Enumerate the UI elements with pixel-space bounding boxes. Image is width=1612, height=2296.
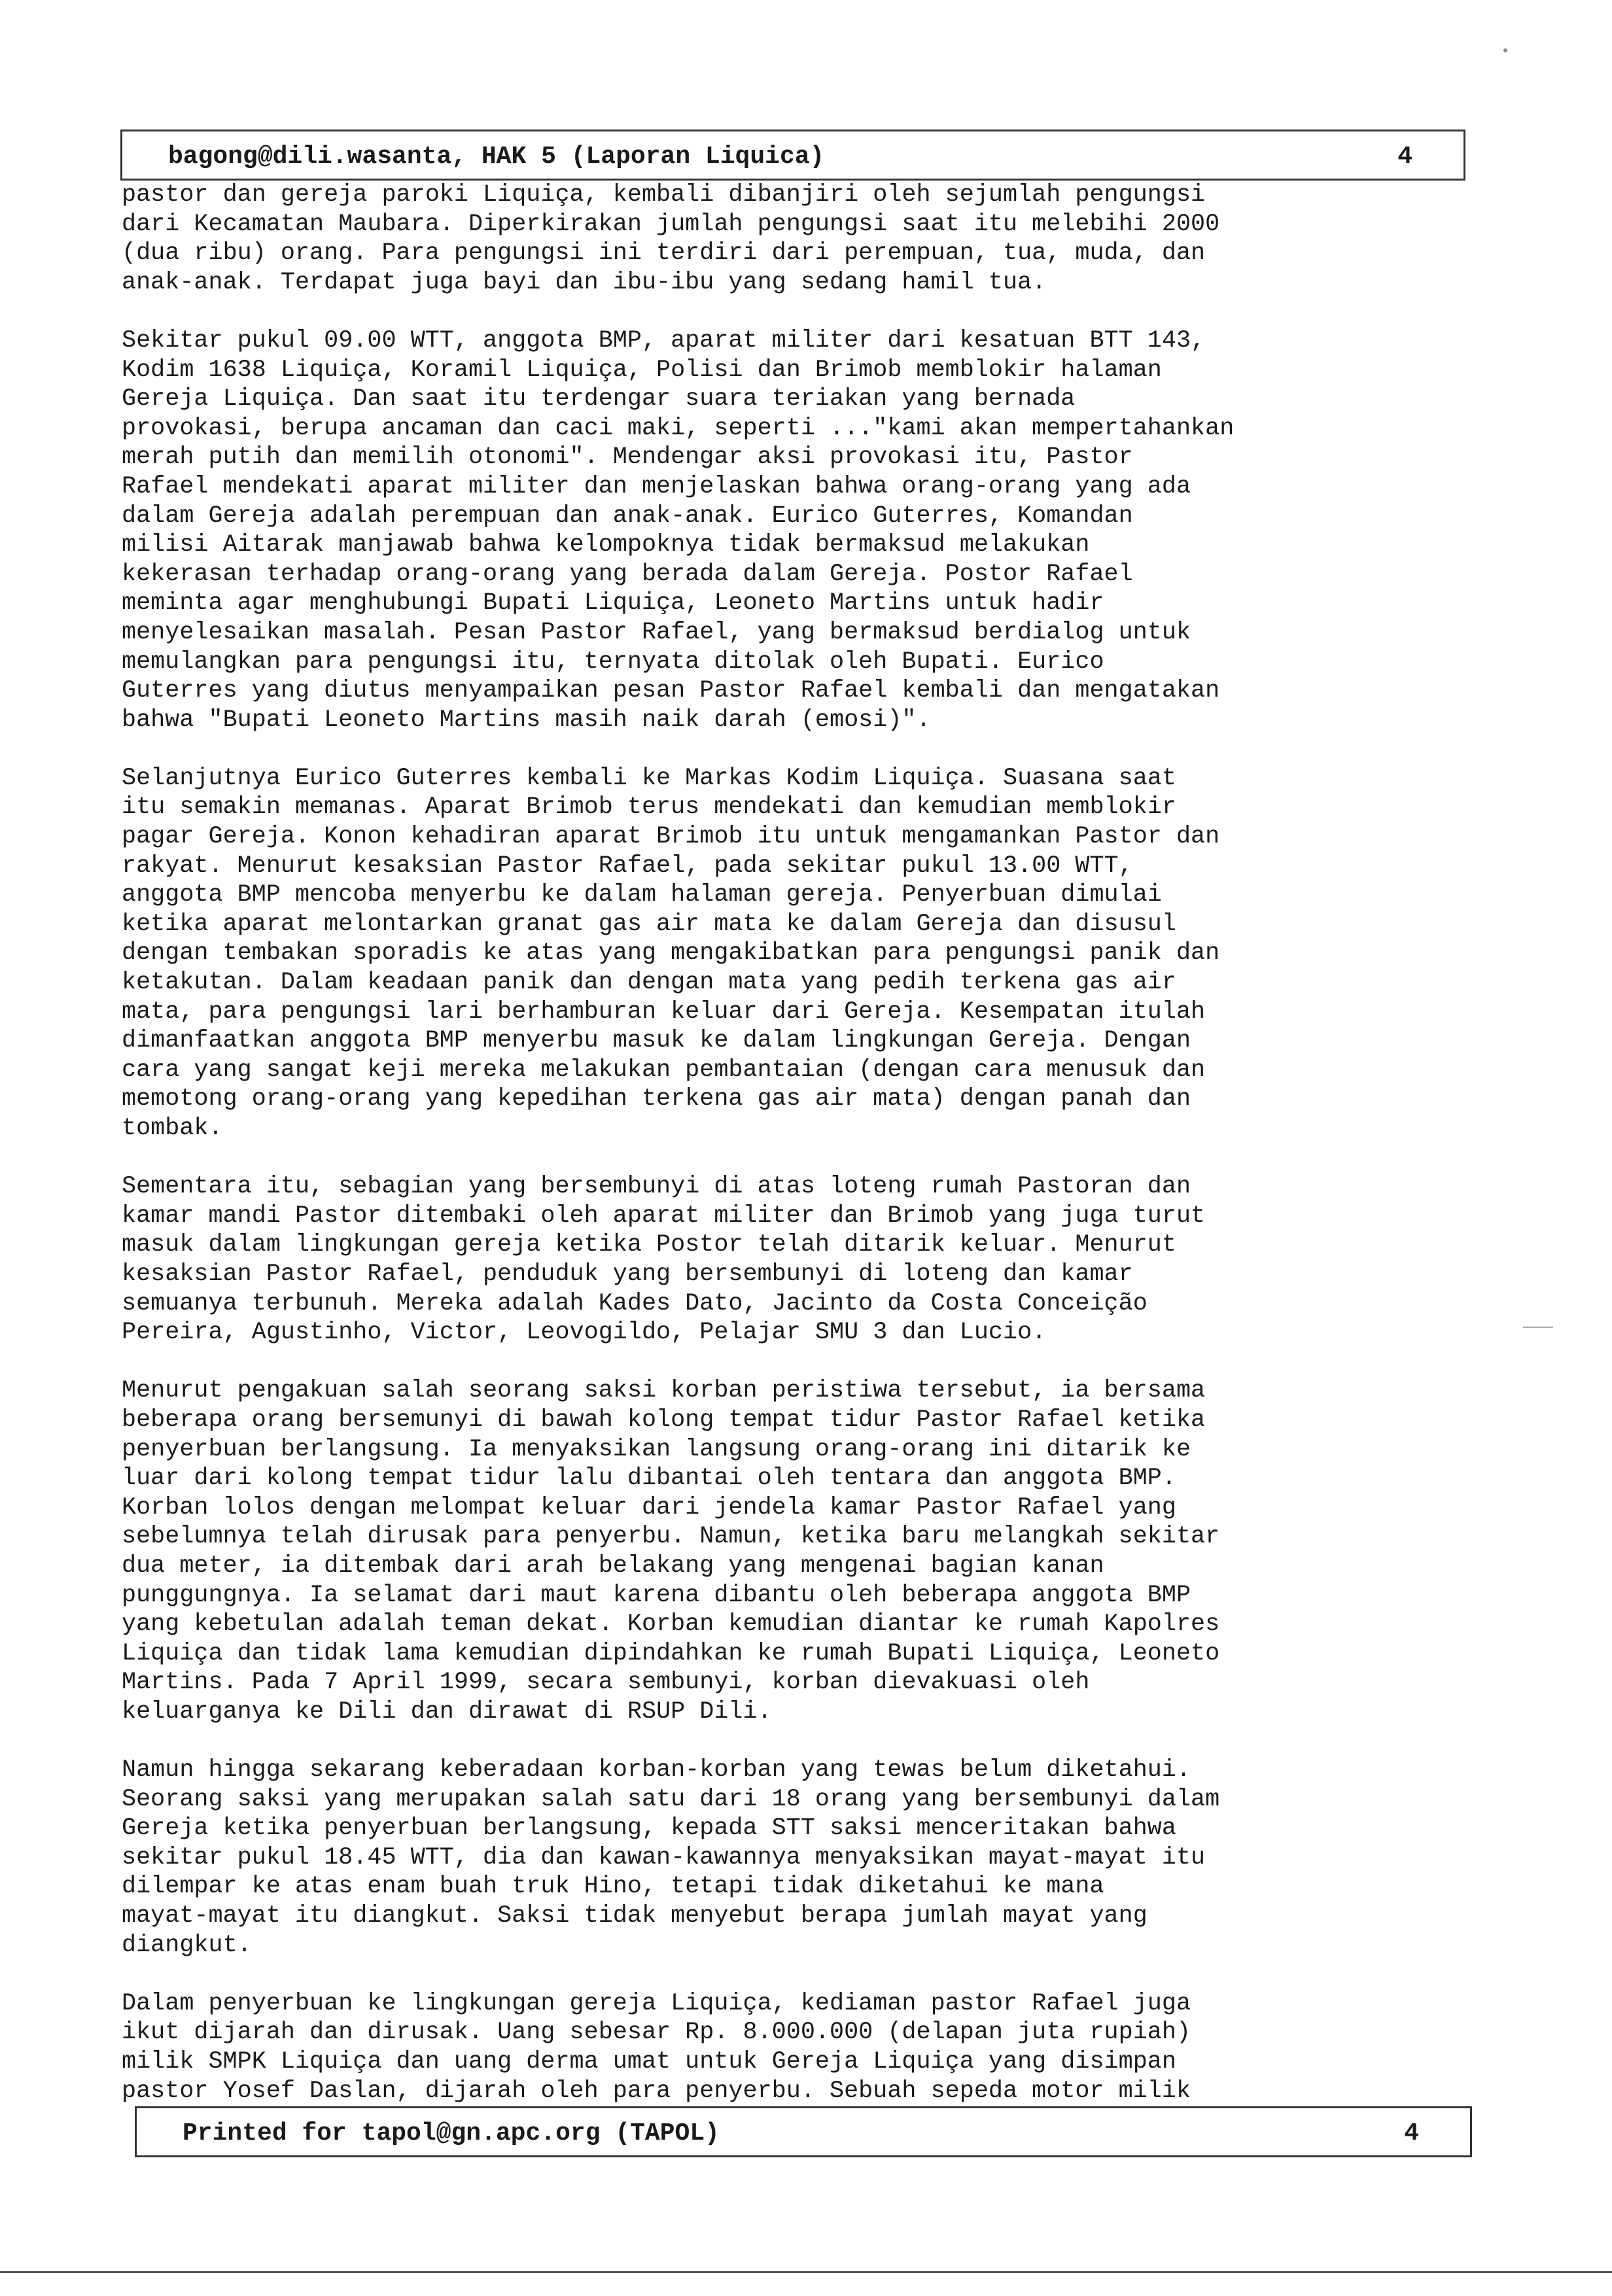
text-line: dalam Gereja adalah perempuan dan anak-anak. Eurico Guterres, Komandan bbox=[122, 502, 1133, 530]
text-line: Gereja Liquiça. Dan saat itu terdengar suara teriakan yang bernada bbox=[122, 385, 1076, 413]
bottom-rule bbox=[0, 2271, 1612, 2273]
text-line: rakyat. Menurut kesaksian Pastor Rafael, pada sekitar pukul 13.00 WTT, bbox=[122, 852, 1133, 880]
text-line: Seorang saksi yang merupakan salah satu dari 18 orang yang bersembunyi dalam bbox=[122, 1785, 1220, 1813]
text-line: merah putih dan memilih otonomi". Mendengar aksi provokasi itu, Pastor bbox=[122, 444, 1133, 472]
footer-page-number: 4 bbox=[1404, 2119, 1419, 2148]
text-line: beberapa orang bersemunyi di bawah kolong tempat tidur Pastor Rafael ketika bbox=[122, 1406, 1206, 1434]
text-line: kesaksian Pastor Rafael, penduduk yang bersembunyi di loteng dan kamar bbox=[122, 1260, 1133, 1288]
text-line: ikut dijarah dan dirusak. Uang sebesar Rp. 8.000.000 (delapan juta rupiah) bbox=[122, 2019, 1191, 2047]
paragraph bbox=[122, 326, 1430, 735]
text-line: Sekitar pukul 09.00 WTT, anggota BMP, aparat militer dari kesatuan BTT 143, bbox=[122, 326, 1206, 355]
text-line: pagar Gereja. Konon kehadiran aparat Brimob itu untuk mengamankan Pastor dan bbox=[122, 823, 1220, 851]
text-line: pastor dan gereja paroki Liquiça, kembali dibanjiri oleh sejumlah pengungsi bbox=[122, 181, 1206, 209]
page-footer bbox=[135, 2106, 1472, 2157]
text-line: anggota BMP mencoba menyerbu ke dalam halaman gereja. Penyerbuan dimulai bbox=[122, 881, 1162, 909]
text-line: Rafael mendekati aparat militer dan menjelaskan bahwa orang-orang yang ada bbox=[122, 472, 1191, 500]
text-line: sekitar pukul 18.45 WTT, dia dan kawan-kawannya menyaksikan mayat-mayat itu bbox=[122, 1843, 1206, 1871]
page-header bbox=[120, 130, 1465, 181]
text-line: sebelumnya telah dirusak para penyerbu. Namun, ketika baru melangkah sekitar bbox=[122, 1523, 1220, 1551]
text-line: diangkut. bbox=[122, 1931, 252, 1959]
text-line: keluarganya ke Dili dan dirawat di RSUP Dili. bbox=[122, 1697, 772, 1726]
text-line: Dalam penyerbuan ke lingkungan gereja Liquiça, kediaman pastor Rafael juga bbox=[122, 1989, 1191, 2017]
text-line: dilempar ke atas enam buah truk Hino, tetapi tidak diketahui ke mana bbox=[122, 1873, 1104, 1901]
text-line: itu semakin memanas. Aparat Brimob terus mendekati dan kemudian memblokir bbox=[122, 793, 1176, 822]
text-line: semuanya terbunuh. Mereka adalah Kades Dato, Jacinto da Costa Conceição bbox=[122, 1289, 1148, 1317]
text-line: cara yang sangat keji mereka melakukan pembantaian (dengan cara menusuk dan bbox=[122, 1056, 1206, 1084]
text-line: kamar mandi Pastor ditembaki oleh aparat militer dan Brimob yang juga turut bbox=[122, 1202, 1206, 1230]
text-line: yang kebetulan adalah teman dekat. Korban kemudian diantar ke rumah Kapolres bbox=[122, 1610, 1220, 1639]
text-line: (dua ribu) orang. Para pengungsi ini terdiri dari perempuan, tua, muda, dan bbox=[122, 239, 1206, 268]
text-line: luar dari kolong tempat tidur lalu dibantai oleh tentara dan anggota BMP. bbox=[122, 1465, 1176, 1493]
paragraph bbox=[122, 1989, 1430, 2106]
text-line: memulangkan para pengungsi itu, ternyata ditolak oleh Bupati. Eurico bbox=[122, 648, 1104, 676]
text-line: bahwa "Bupati Leoneto Martins masih naik darah (emosi)". bbox=[122, 706, 931, 734]
footer-title: Printed for tapol@gn.apc.org (TAPOL) bbox=[183, 2119, 720, 2148]
paragraph bbox=[122, 1376, 1430, 1726]
text-line: memotong orang-orang yang kepedihan terkena gas air mata) dengan panah dan bbox=[122, 1085, 1191, 1113]
text-line: ketakutan. Dalam keadaan panik dan dengan mata yang pedih terkena gas air bbox=[122, 969, 1176, 997]
text-line: masuk dalam lingkungan gereja ketika Postor telah ditarik keluar. Menurut bbox=[122, 1231, 1176, 1259]
text-line: Korban lolos dengan melompat keluar dari jendela kamar Pastor Rafael yang bbox=[122, 1493, 1176, 1522]
text-line: Namun hingga sekarang keberadaan korban-korban yang tewas belum diketahui. bbox=[122, 1756, 1191, 1784]
text-line: Pereira, Agustinho, Victor, Leovogildo, Pelajar SMU 3 dan Lucio. bbox=[122, 1319, 1047, 1347]
text-line: punggungnya. Ia selamat dari maut karena dibantu oleh beberapa anggota BMP bbox=[122, 1581, 1191, 1609]
text-line: meminta agar menghubungi Bupati Liquiça, Leoneto Martins untuk hadir bbox=[122, 589, 1104, 617]
text-line: pastor Yosef Daslan, dijarah oleh para penyerbu. Sebuah sepeda motor milik bbox=[122, 2077, 1191, 2105]
paragraph bbox=[122, 181, 1430, 297]
text-line: Guterres yang diutus menyampaikan pesan Pastor Rafael kembali dan mengatakan bbox=[122, 677, 1220, 705]
paragraph bbox=[122, 1756, 1430, 1960]
text-line: Kodim 1638 Liquiça, Koramil Liquiça, Polisi dan Brimob memblokir halaman bbox=[122, 356, 1162, 384]
text-line: menyelesaikan masalah. Pesan Pastor Rafael, yang bermaksud berdialog untuk bbox=[122, 618, 1191, 646]
text-line: dari Kecamatan Maubara. Diperkirakan jumlah pengungsi saat itu melebihi 2000 bbox=[122, 210, 1220, 238]
text-line: Liquiça dan tidak lama kemudian dipindahkan ke rumah Bupati Liquiça, Leoneto bbox=[122, 1639, 1220, 1667]
header-page-number: 4 bbox=[1397, 143, 1412, 171]
text-line: dengan tembakan sporadis ke atas yang mengakibatkan para pengungsi panik dan bbox=[122, 939, 1220, 967]
text-line: dua meter, ia ditembak dari arah belakang yang mengenai bagian kanan bbox=[122, 1552, 1104, 1580]
document-body bbox=[122, 181, 1430, 2135]
text-line: mayat-mayat itu diangkut. Saksi tidak menyebut berapa jumlah mayat yang bbox=[122, 1902, 1148, 1930]
text-line: Selanjutnya Eurico Guterres kembali ke Markas Kodim Liquiça. Suasana saat bbox=[122, 764, 1176, 792]
text-line: tombak. bbox=[122, 1115, 223, 1142]
text-line: mata, para pengungsi lari berhamburan keluar dari Gereja. Kesempatan itulah bbox=[122, 998, 1206, 1026]
scan-mark bbox=[1523, 1327, 1553, 1328]
text-line: provokasi, berupa ancaman dan caci maki, seperti ..."kami akan mempertahankan bbox=[122, 414, 1235, 442]
text-line: anak-anak. Terdapat juga bayi dan ibu-ibu yang sedang hamil tua. bbox=[122, 268, 1047, 296]
text-line: Sementara itu, sebagian yang bersembunyi di atas loteng rumah Pastoran dan bbox=[122, 1173, 1191, 1201]
text-line: ketika aparat melontarkan granat gas air mata ke dalam Gereja dan disusul bbox=[122, 910, 1176, 938]
text-line: milik SMPK Liquiça dan uang derma umat untuk Gereja Liquiça yang disimpan bbox=[122, 2048, 1176, 2076]
paragraph bbox=[122, 1172, 1430, 1348]
text-line: milisi Aitarak manjawab bahwa kelompoknya tidak bermaksud melakukan bbox=[122, 531, 1090, 559]
text-line: dimanfaatkan anggota BMP menyerbu masuk ke dalam lingkungan Gereja. Dengan bbox=[122, 1027, 1191, 1055]
text-line: Gereja ketika penyerbuan berlangsung, kepada STT saksi menceritakan bahwa bbox=[122, 1815, 1176, 1843]
paragraph bbox=[122, 764, 1430, 1143]
text-line: Menurut pengakuan salah seorang saksi korban peristiwa tersebut, ia bersama bbox=[122, 1377, 1206, 1405]
text-line: kekerasan terhadap orang-orang yang berada dalam Gereja. Postor Rafael bbox=[122, 560, 1133, 588]
text-line: Martins. Pada 7 April 1999, secara sembunyi, korban dievakuasi oleh bbox=[122, 1669, 1090, 1697]
scan-speck bbox=[1503, 48, 1507, 52]
text-line: penyerbuan berlangsung. Ia menyaksikan langsung orang-orang ini ditarik ke bbox=[122, 1435, 1191, 1463]
header-title: bagong@dili.wasanta, HAK 5 (Laporan Liquica) bbox=[168, 143, 825, 171]
